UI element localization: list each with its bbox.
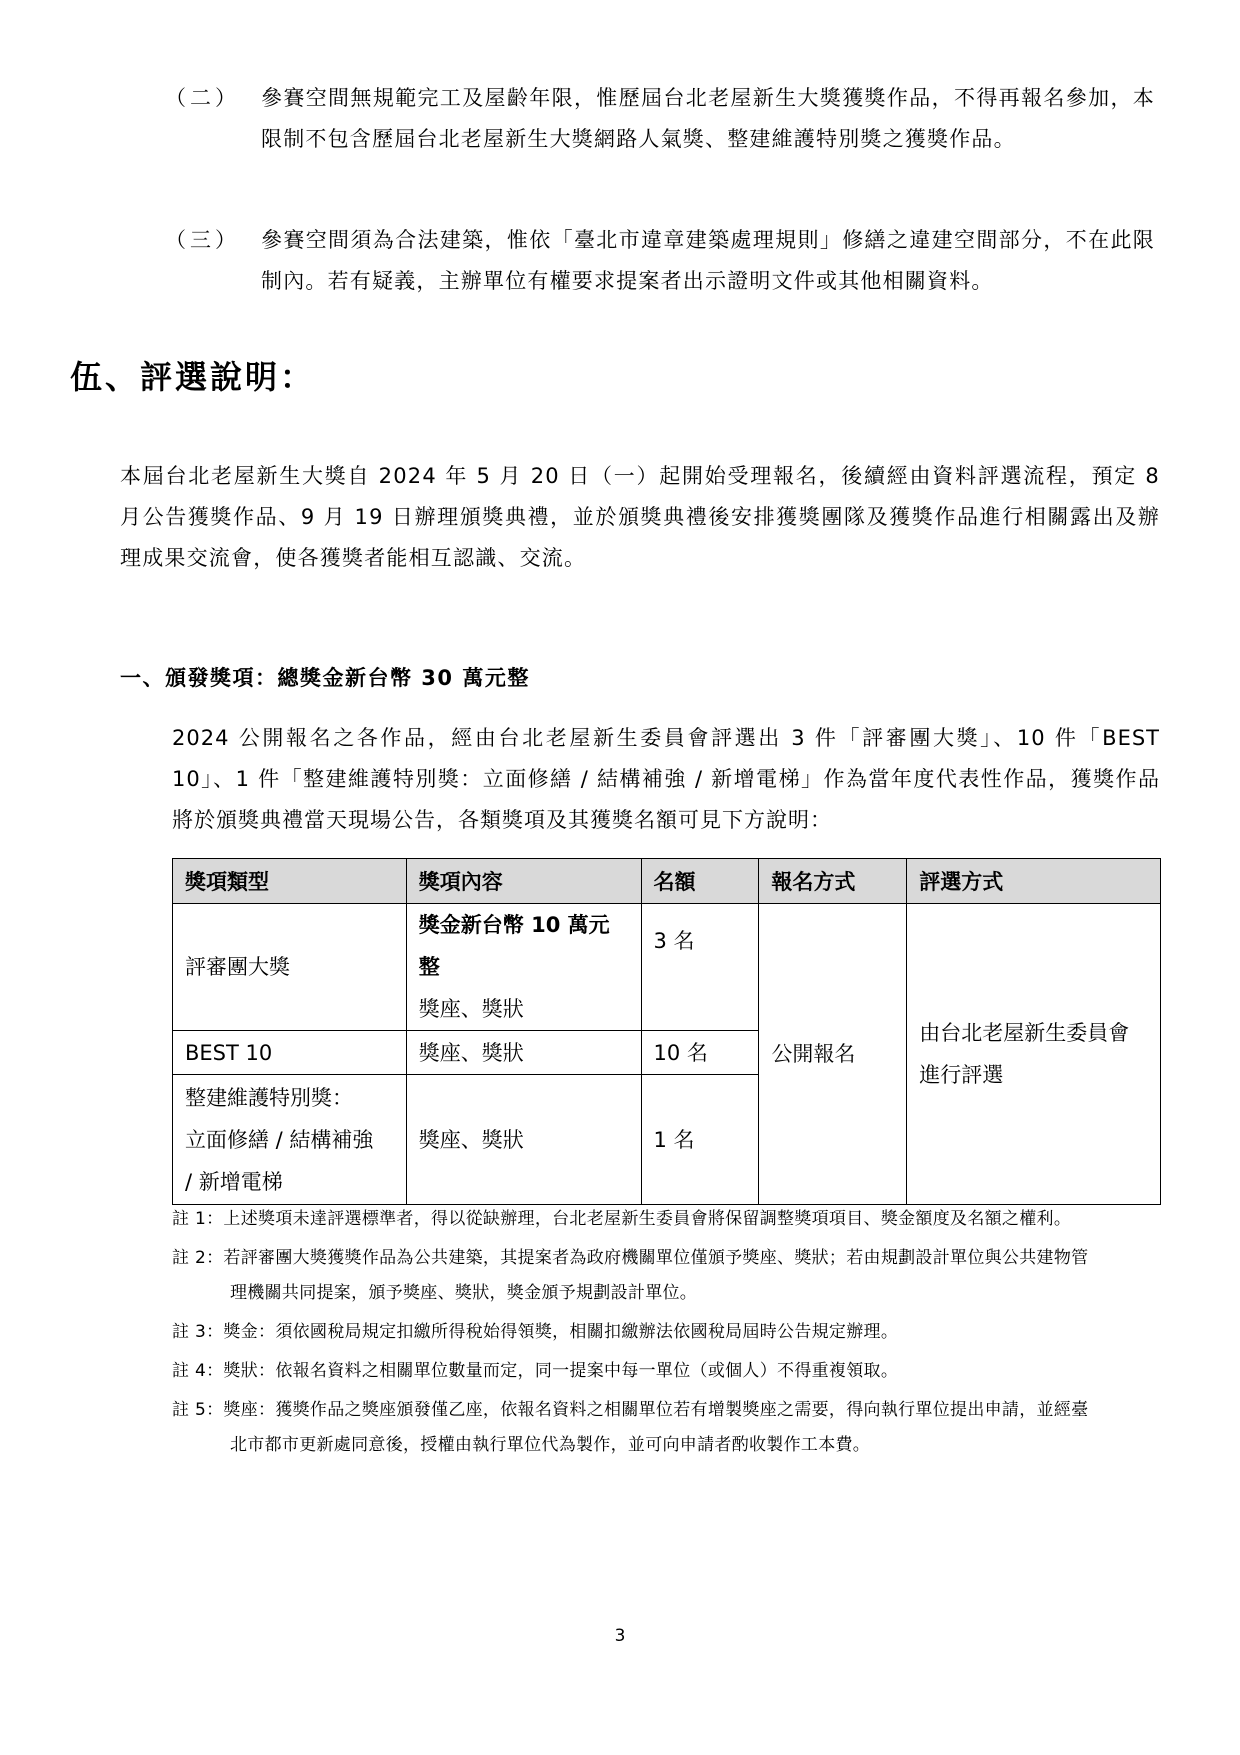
awards-table	[172, 858, 1161, 1205]
note-2-line-2: 理機關共同提案，頒予獎座、獎狀，獎金頒予規劃設計單位。	[230, 1283, 698, 1303]
row1-count: 3 名	[641, 904, 759, 1031]
row3-content: 獎座、獎狀	[406, 1075, 641, 1205]
clause-2	[165, 78, 1155, 160]
selection-line-2: 進行評選	[919, 1063, 1004, 1087]
clause-3-number: （三）	[165, 228, 240, 252]
note-2-line-1: 註 2：若評審團大獎獲獎作品為公共建築，其提案者為政府機關單位僅頒予獎座、獎狀；若由規劃設計單位與公共建物管	[172, 1248, 1089, 1268]
clause-2-text: 參賽空間無規範完工及屋齡年限，惟歷屆台北老屋新生大獎獲獎作品，不得再報名參加，本限制不包含歷屆台北老屋新生大獎網路人氣獎、整建維護特別獎之獲獎作品。	[261, 86, 1155, 151]
table-header-row	[173, 859, 1161, 904]
row3-type-line-2: 立面修繕 / 結構補強	[185, 1127, 374, 1152]
row1-trophy: 獎座、獎狀	[418, 997, 524, 1021]
page-number: 3	[614, 1626, 626, 1646]
note-5	[172, 1393, 1162, 1463]
clause-2-number: （二）	[165, 86, 240, 110]
table-row	[173, 904, 1161, 1031]
section-heading: 伍、評選說明：	[70, 358, 316, 396]
row1-type: 評審團大獎	[173, 904, 407, 1031]
note-2	[172, 1241, 1162, 1311]
header-award-type: 獎項類型	[173, 859, 407, 904]
note-3	[172, 1315, 1162, 1350]
note-1-line-1: 註 1：上述獎項未達評選標準者，得以從缺辦理，台北老屋新生委員會將保留調整獎項項目、獎金額度及名額之權利。	[172, 1209, 1072, 1229]
row3-type	[173, 1075, 407, 1205]
awards-heading: 一、頒發獎項：總獎金新台幣 30 萬元整	[120, 666, 530, 690]
header-award-content: 獎項內容	[406, 859, 641, 904]
note-4	[172, 1354, 1162, 1389]
row1-prize-money: 獎金新台幣 10 萬元整	[418, 913, 610, 979]
signup-method: 公開報名	[759, 904, 907, 1205]
awards-description: 2024 公開報名之各作品，經由台北老屋新生委員會評選出 3 件「評審團大獎」、10 件「BEST 10」、1 件「整建維護特別獎：立面修繕 / 結構補強 / 新增電梯」作為當年度代表性作品，獲獎作品將於頒獎典禮當天現場公告，各類獎項及其獲獎名額可見下方說明：	[172, 726, 1160, 832]
note-5-line-2: 北市都市更新處同意後，授權由執行單位代為製作，並可向申請者酌收製作工本費。	[230, 1435, 871, 1455]
note-3-line-1: 註 3：獎金：須依國稅局規定扣繳所得稅始得領獎，相關扣繳辦法依國稅局屆時公告規定辦理。	[172, 1322, 899, 1342]
header-selection: 評選方式	[907, 859, 1161, 904]
row2-content: 獎座、獎狀	[406, 1031, 641, 1075]
note-1	[172, 1202, 1162, 1237]
row2-type: BEST 10	[173, 1031, 407, 1075]
intro-paragraph: 本屆台北老屋新生大獎自 2024 年 5 月 20 日（一）起開始受理報名，後續經由資料評選流程，預定 8 月公告獲獎作品、9 月 19 日辦理頒獎典禮，並於頒獎典禮後安排獲獎團隊及獲獎作品進行相關露出及辦理成果交流會，使各獲獎者能相互認識、交流。	[120, 464, 1160, 570]
header-count: 名額	[641, 859, 759, 904]
row3-type-line-3: / 新增電梯	[185, 1169, 283, 1194]
note-5-line-1: 註 5：獎座：獲獎作品之獎座頒發僅乙座，依報名資料之相關單位若有增製獎座之需要，得向執行單位提出申請，並經臺	[172, 1400, 1089, 1420]
selection-line-1: 由台北老屋新生委員會	[919, 1021, 1130, 1045]
clause-3-text: 參賽空間須為合法建築，惟依「臺北市違章建築處理規則」修繕之違建空間部分，不在此限制內。若有疑義，主辦單位有權要求提案者出示證明文件或其他相關資料。	[261, 228, 1155, 293]
row1-content	[406, 904, 641, 1031]
selection-method	[907, 904, 1161, 1205]
note-4-line-1: 註 4：獎狀：依報名資料之相關單位數量而定，同一提案中每一單位（或個人）不得重複領取。	[172, 1361, 899, 1381]
notes-list	[172, 1202, 1162, 1463]
row2-count: 10 名	[641, 1031, 759, 1075]
row3-type-line-1: 整建維護特別獎：	[185, 1085, 353, 1110]
row3-count: 1 名	[641, 1075, 759, 1205]
clause-3	[165, 220, 1155, 302]
header-signup: 報名方式	[759, 859, 907, 904]
